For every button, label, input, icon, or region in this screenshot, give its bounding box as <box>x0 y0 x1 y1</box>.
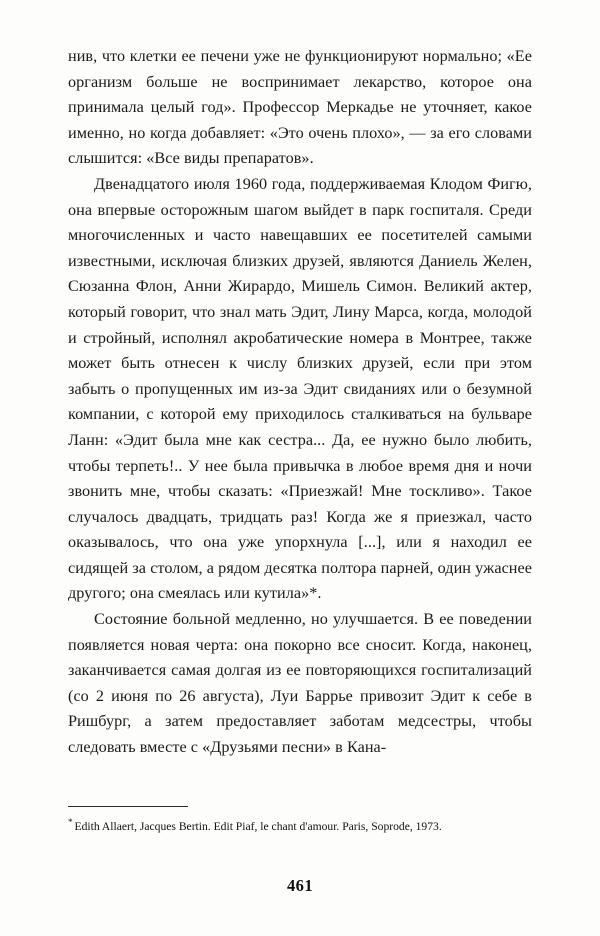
footnote-separator <box>68 806 188 807</box>
page-number: 461 <box>287 876 313 895</box>
footnote-text: Edith Allaert, Jacques Bertin. Edit Piaf, le chant d'amour. Paris, Soprode, 1973. <box>74 819 442 833</box>
footnote <box>68 814 532 835</box>
paragraph-1: нив, что клетки ее печени уже не функционируют нормально; «Ее организм больше не воспринимает лекарство, которое она принимала целый год». Профессор Меркадье не уточняет, какое именно, но когда добавляет: «Это очень плохо», — за его словами слышится: «Все виды препаратов». <box>68 47 532 168</box>
paragraph-3: Состояние больной медленно, но улучшается. В ее поведении появляется новая черта: она покорно все сносит. Когда, наконец, заканчивается самая долгая из ее повторяющихся госпитализаций (со 2 июня по 26 августа), Луи Баррье привозит Эдит к себе в Ришбург, а затем предоставляет заботам медсестры, чтобы следовать вместе с «Друзьями песни» в Кана- <box>68 610 532 757</box>
page-body <box>68 44 532 761</box>
paragraph-2: Двенадцатого июля 1960 года, поддерживаемая Клодом Фигю, она впервые осторожным шагом выйдет в парк госпиталя. Среди многочисленных и часто навещавших ее посетителей самыми известными, исключая близких друзей, являются Даниель Желен, Сюзанна Флон, Анни Жирардо, Мишель Симон. Великий актер, который говорит, что знал мать Эдит, Лину Марса, когда, молодой и стройный, исполнял акробатические номера в Монтрее, также может быть отнесен к числу близких друзей, если при этом забыть о пропущенных им из-за Эдит свиданиях или о безумной компании, с которой ему приходилось сталкиваться на бульваре Ланн: «Эдит была мне как сестра... Да, ее нужно было любить, чтобы терпеть!.. У нее была привычка в любое время дня и ночи звонить мне, чтобы сказать: «Приезжай! Мне тоскливо». Такое случалось двадцать, тридцать раз! Когда же я приезжал, часто оказывалось, что она уже упорхнула [...], или я находил ее сидящей за столом, а рядом десятка полтора парней, один ужаснее другого; она смеялась или кутила»*. <box>68 174 532 603</box>
footnote-marker: * <box>68 817 73 827</box>
